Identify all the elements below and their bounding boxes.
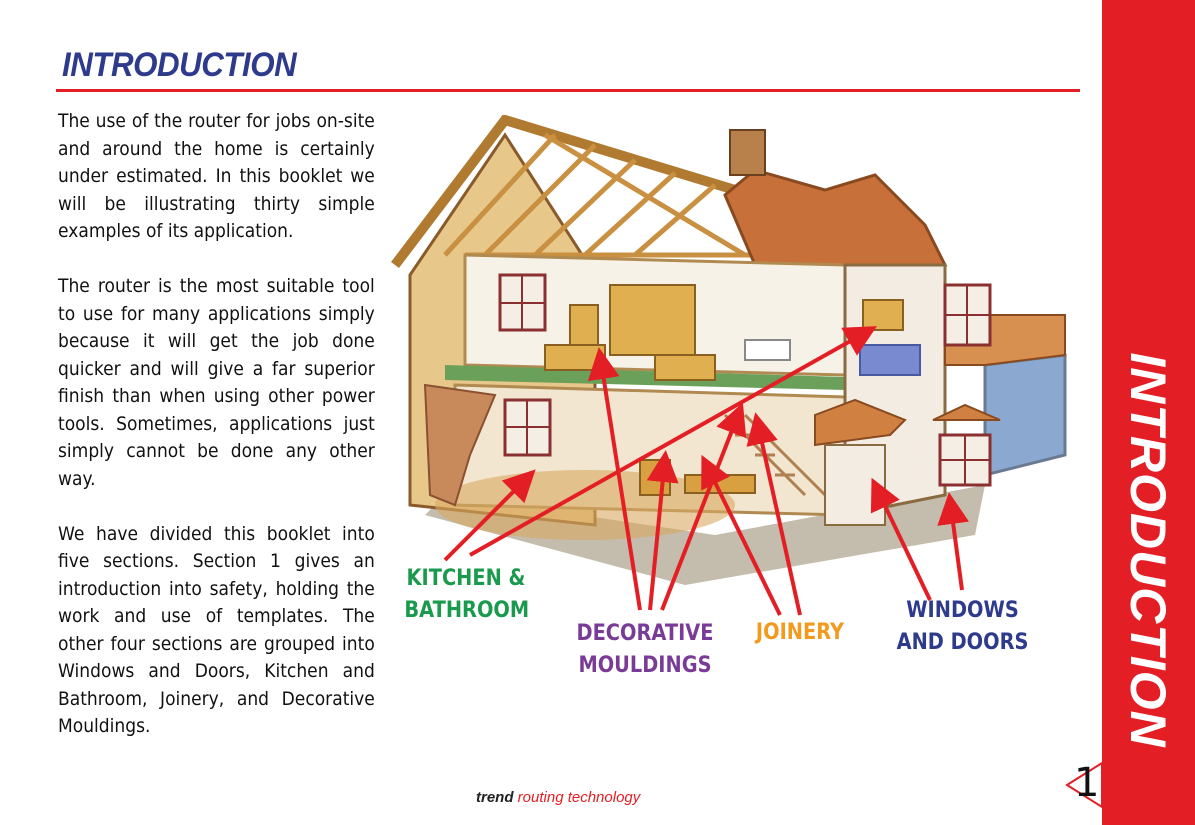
page-number: 1 — [1074, 760, 1100, 806]
deco-label-line1: DECORATIVE — [576, 621, 714, 646]
windows-label-line2: AND DOORS — [896, 630, 1029, 655]
windows-label-line1: WINDOWS — [906, 598, 1019, 623]
joinery-label: JOINERY — [755, 620, 845, 645]
footer-brand — [476, 789, 640, 806]
kitchen-bathroom-label — [404, 563, 530, 627]
footer-tagline: routing technology — [517, 789, 641, 806]
kitchen-label-line1: KITCHEN & — [406, 566, 526, 591]
decorative-mouldings-label — [575, 618, 716, 682]
footer-brand-name: trend — [476, 789, 514, 806]
deco-label-line2: MOULDINGS — [578, 653, 712, 678]
house-cutaway-illustration — [385, 115, 1075, 585]
paragraph-3: We have divided this booklet into five sections. Section 1 gives an introduction into safety, holding the work and use of templates. The other four sections are grouped into Windows and Doors, Kitchen and Bathroom, Joinery, and Decorative Mouldings. — [58, 522, 375, 737]
title-rule — [56, 89, 1080, 92]
paragraph-1: The use of the router for jobs on-site and around the home is certainly under estimated. In this booklet we will be illustrating thirty simple examples of its application. — [58, 110, 375, 242]
windows-doors-label — [894, 595, 1030, 659]
sidebar-section-label: INTRODUCTION — [1120, 352, 1176, 748]
page-title: INTRODUCTION — [62, 46, 297, 84]
paragraph-2: The router is the most suitable tool to use for many applications simply because it will get the job done quicker and will give a far superior finish than when using other power tools. Sometimes, applications just simply cannot be done any other way. — [58, 275, 375, 490]
intro-text — [58, 108, 375, 768]
kitchen-label-line2: BATHROOM — [404, 598, 530, 623]
